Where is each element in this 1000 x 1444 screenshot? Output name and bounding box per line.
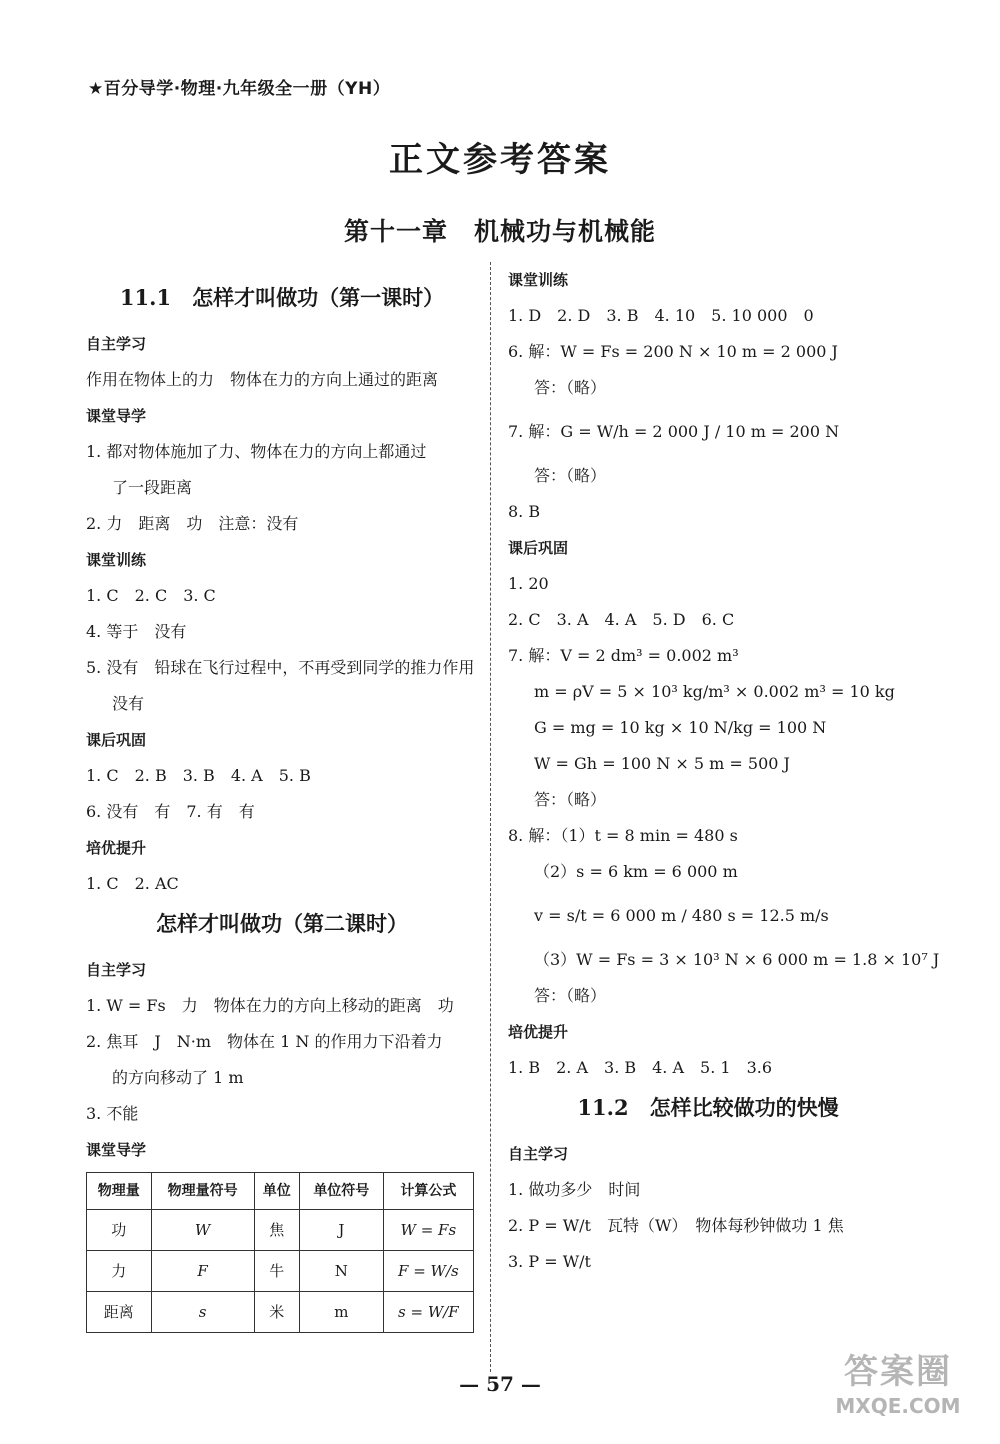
- right-column: [508, 262, 940, 1280]
- answer-line: 2. 焦耳 J N·m 物体在 1 N 的作用力下沿着力: [86, 1032, 443, 1051]
- table-cell: N: [299, 1251, 383, 1292]
- table-cell: F = W/s: [383, 1251, 473, 1292]
- answer-line: 作用在物体上的力 物体在力的方向上通过的距离: [86, 370, 439, 389]
- answer-line: 1. C 2. B 3. B 4. A 5. B: [86, 766, 311, 785]
- answer-line: 答：（略）: [534, 378, 607, 397]
- table-row: [87, 1251, 474, 1292]
- answer-line: 1. C 2. C 3. C: [86, 586, 216, 605]
- table-header: 物理量符号: [151, 1173, 254, 1210]
- table-cell: 焦: [254, 1210, 299, 1251]
- answer-line: 没有: [112, 694, 145, 713]
- answer-line: 答：（略）: [534, 986, 607, 1005]
- answer-line: 1. W = Fs 力 物体在力的方向上移动的距离 功: [86, 996, 454, 1015]
- column-divider: [490, 262, 491, 1372]
- answer-line: 6. 解：W = Fs = 200 N × 10 m = 2 000 J: [508, 342, 838, 361]
- answer-line: G = mg = 10 kg × 10 N/kg = 100 N: [534, 718, 827, 737]
- answer-line: 1. 做功多少 时间: [508, 1180, 641, 1199]
- watermark-logo-text: 答案圈: [844, 1352, 952, 1392]
- answer-line: 5. 没有 铅球在飞行过程中，不再受到同学的推力作用: [86, 658, 475, 677]
- table-cell: 牛: [254, 1251, 299, 1292]
- section-label: 课堂导学: [86, 1141, 147, 1159]
- lesson3-title: 11.2 怎样比较做功的快慢: [577, 1095, 839, 1120]
- answer-line: 1. 20: [508, 574, 549, 593]
- table-cell: 力: [87, 1251, 152, 1292]
- answer-line: 7. 解：G = W/h = 2 000 J / 10 m = 200 N: [508, 422, 840, 441]
- answer-line: 7. 解：V = 2 dm³ = 0.002 m³: [508, 646, 739, 665]
- answer-line: W = Gh = 100 N × 5 m = 500 J: [534, 754, 790, 773]
- section-label: 自主学习: [86, 961, 147, 979]
- section-label: 课后巩固: [508, 539, 569, 557]
- answer-line: m = ρV = 5 × 10³ kg/m³ × 0.002 m³ = 10 kg: [534, 682, 895, 701]
- answer-line: （3）W = Fs = 3 × 10³ N × 6 000 m = 1.8 × 10⁷ J: [534, 950, 940, 969]
- table-header: 单位: [254, 1173, 299, 1210]
- answer-line: 8. B: [508, 502, 541, 521]
- answer-line: 2. 力 距离 功 注意：没有: [86, 514, 299, 533]
- left-column: [86, 276, 478, 1333]
- section-label: 培优提升: [508, 1023, 569, 1041]
- table-cell: F: [151, 1251, 254, 1292]
- table-header: 物理量: [87, 1173, 152, 1210]
- table-cell: 功: [87, 1210, 152, 1251]
- answer-line: 了一段距离: [112, 478, 193, 497]
- chapter-title: 第十一章 机械功与机械能: [343, 217, 656, 246]
- table-header: 计算公式: [383, 1173, 473, 1210]
- table-cell: 米: [254, 1292, 299, 1333]
- section-label: 课堂导学: [86, 407, 147, 425]
- answer-line: 2. P = W/t 瓦特（W） 物体每秒钟做功 1 焦: [508, 1216, 844, 1235]
- watermark: [818, 1350, 978, 1430]
- section-label: 培优提升: [86, 839, 147, 857]
- answer-line: 1. B 2. A 3. B 4. A 5. 1 3.6: [508, 1058, 773, 1077]
- answer-line: 3. P = W/t: [508, 1252, 591, 1271]
- page-title: 正文参考答案: [389, 140, 611, 180]
- watermark-url: MXQE.COM: [835, 1394, 961, 1418]
- answer-line: v = s/t = 6 000 m / 480 s = 12.5 m/s: [534, 906, 829, 925]
- book-header: ★百分导学·物理·九年级全一册（YH）: [88, 79, 391, 99]
- answer-line: 1. 都对物体施加了力、物体在力的方向上都通过: [86, 442, 427, 461]
- table-header-row: [87, 1173, 474, 1210]
- section-label: 自主学习: [508, 1145, 569, 1163]
- table-cell: W: [151, 1210, 254, 1251]
- table-cell: m: [299, 1292, 383, 1333]
- table-row: [87, 1210, 474, 1251]
- table-cell: W = Fs: [383, 1210, 473, 1251]
- answer-line: 答：（略）: [534, 466, 607, 485]
- table-cell: s: [151, 1292, 254, 1333]
- answer-line: 1. D 2. D 3. B 4. 10 5. 10 000 0: [508, 306, 814, 325]
- section-label: 课堂训练: [86, 551, 147, 569]
- answer-line: 2. C 3. A 4. A 5. D 6. C: [508, 610, 735, 629]
- answer-line: 6. 没有 有 7. 有 有: [86, 802, 255, 821]
- answer-line: 4. 等于 没有: [86, 622, 187, 641]
- answer-line: 3. 不能: [86, 1104, 139, 1123]
- quantity-table: [86, 1172, 474, 1333]
- lesson2-title: 怎样才叫做功（第二课时）: [156, 911, 408, 936]
- answer-line: （2）s = 6 km = 6 000 m: [534, 862, 738, 881]
- section-label: 课堂训练: [508, 271, 569, 289]
- answer-line: 的方向移动了 1 m: [112, 1068, 244, 1087]
- table-row: [87, 1292, 474, 1333]
- table-cell: J: [299, 1210, 383, 1251]
- table-header: 单位符号: [299, 1173, 383, 1210]
- table-cell: s = W/F: [383, 1292, 473, 1333]
- answer-line: 1. C 2. AC: [86, 874, 179, 893]
- section-label: 自主学习: [86, 335, 147, 353]
- section-label: 课后巩固: [86, 731, 147, 749]
- table-cell: 距离: [87, 1292, 152, 1333]
- answer-line: 8. 解：（1）t = 8 min = 480 s: [508, 826, 738, 845]
- page-number: — 57 —: [459, 1372, 541, 1396]
- answer-line: 答：（略）: [534, 790, 607, 809]
- lesson1-title: 11.1 怎样才叫做功（第一课时）: [119, 285, 445, 310]
